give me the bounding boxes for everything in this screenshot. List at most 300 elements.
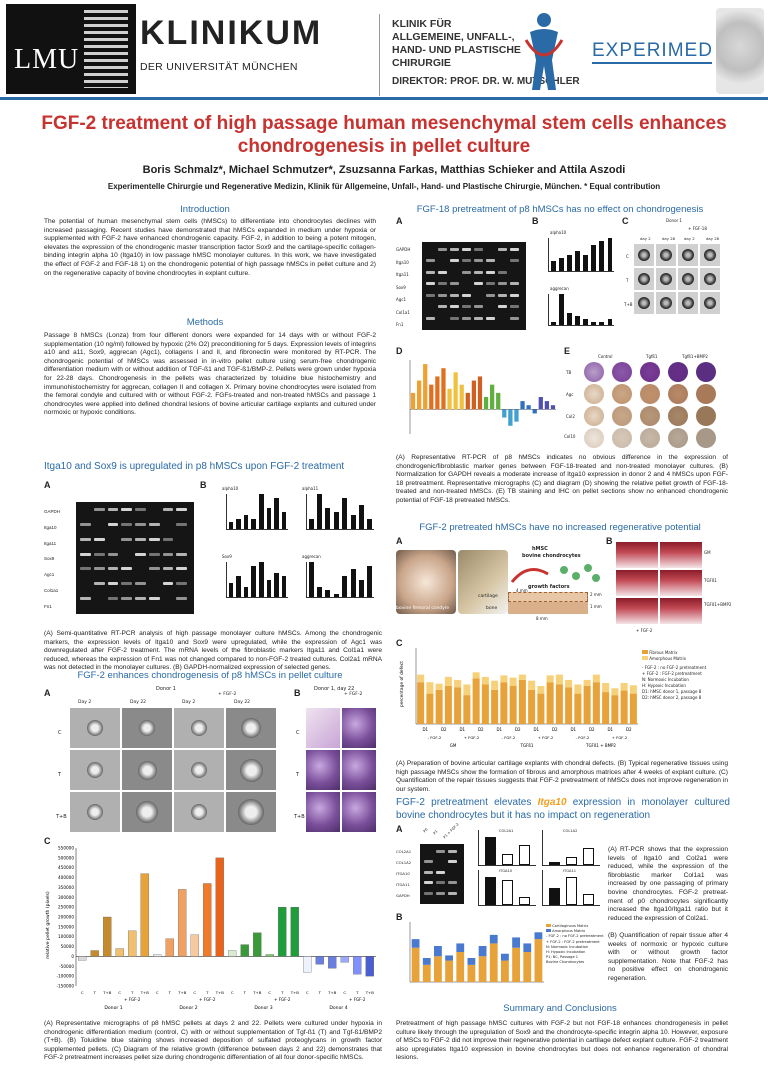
cartilaginous-bar bbox=[523, 952, 531, 982]
amorphous-bar bbox=[528, 681, 535, 690]
gel-band bbox=[448, 860, 457, 863]
gel-band bbox=[486, 271, 495, 274]
heading-part: FGF-2 pretreatment elevates bbox=[396, 797, 532, 808]
bar bbox=[334, 594, 339, 598]
bar bbox=[502, 880, 513, 905]
bar bbox=[236, 519, 241, 530]
gel-band bbox=[135, 582, 146, 585]
fgf18-growth-bar bbox=[526, 405, 530, 409]
fibrous-bar bbox=[584, 686, 591, 724]
gel-band bbox=[80, 553, 91, 556]
heading-part: expression in monolayer cultured bovine chondrocytes but it has no impact on regeneration bbox=[396, 797, 730, 821]
day-label: Day 22 bbox=[234, 700, 251, 705]
gel-band bbox=[176, 523, 187, 526]
bone-layer bbox=[508, 602, 588, 614]
row-label: Col10 bbox=[564, 434, 576, 439]
pellet bbox=[638, 273, 650, 285]
mm-label: 1 mm bbox=[590, 604, 602, 609]
pellet bbox=[638, 249, 650, 261]
pellet bbox=[136, 801, 158, 823]
bar bbox=[519, 897, 530, 905]
bar bbox=[267, 580, 272, 598]
fibrous-bar bbox=[482, 684, 489, 724]
intro-text: The potential of human mesenchymal stem cells (hMSCs) to differentiate into chondrocytes declines with increased passaging. Recent studies have demonstrated that hMSCs expanded in medium under hypoxia or supplemented with FGF-2 have enhanced chondrogenic capacity. FGF-2, in addition to being a potent mitogen, elevates the expression of the chondrogenic master transcription factor Sox9 and the cartilage-specific collagen-binding integrin alpha 10 (Itga10) in low passage hMSC monolayer cultures. In this work, we have investigated the effect of FGF-2 and FGF-18 1) on the chondrogenic potential of high passage hMSCs in pellet culture and 2) on the regenerative capacity of bovine chondrocytes in explant culture. bbox=[44, 218, 376, 277]
gel-band bbox=[474, 248, 483, 251]
gel-band bbox=[121, 567, 132, 570]
x-tick-label: T+B bbox=[215, 990, 224, 995]
legend-note: + FGF-2 : FGF-2 pretreatment bbox=[642, 671, 702, 676]
pellet-growth-bar bbox=[353, 956, 361, 974]
pellet-growth-bar bbox=[78, 956, 86, 960]
methods-heading: Methods bbox=[186, 317, 224, 328]
pellet bbox=[191, 804, 207, 820]
fibrous-bar bbox=[611, 695, 618, 724]
gel-band bbox=[135, 553, 146, 556]
affiliation: Experimentelle Chirurgie und Regenerative Medizin, Klinik für Allgemeine, Unfall-, Hand- und Plastische Chirurgie, München. * Equal contribution bbox=[107, 182, 661, 191]
chart-title: aggrecan bbox=[550, 286, 569, 291]
gel-band bbox=[80, 523, 91, 526]
fgf18-growth-bar bbox=[539, 397, 543, 409]
gel-band bbox=[486, 317, 495, 320]
amorphous-bar bbox=[593, 675, 600, 683]
bar bbox=[229, 522, 234, 529]
bar bbox=[309, 519, 314, 530]
gene-label: Fn1 bbox=[396, 322, 404, 327]
pellet-growth-bar bbox=[266, 954, 274, 956]
bar bbox=[551, 261, 556, 271]
pellet bbox=[139, 720, 155, 736]
fgf18-growth-bar bbox=[496, 393, 500, 409]
gel-band bbox=[426, 282, 435, 285]
authors: Boris Schmalz*, Michael Schmutzer*, Zsuzsanna Farkas, Matthias Schieker and Attila Aszodi bbox=[142, 164, 626, 176]
amorphous-bar bbox=[491, 681, 498, 690]
x-tick-label: T bbox=[206, 990, 209, 995]
amorphous-bar bbox=[537, 686, 544, 694]
gene-label: Itga10 bbox=[44, 524, 57, 530]
gel-band bbox=[448, 892, 457, 895]
x-tick-label: T+B bbox=[365, 990, 374, 995]
gel-band bbox=[462, 271, 471, 274]
bar bbox=[244, 515, 249, 529]
fibrous-bar bbox=[519, 680, 526, 724]
cartilage-explant-photo bbox=[396, 550, 456, 614]
legend-label: Fibrous Matrix bbox=[649, 650, 678, 655]
cartilaginous-bar bbox=[412, 948, 420, 982]
cartilaginous-bar bbox=[535, 939, 543, 982]
gel-band bbox=[474, 271, 483, 274]
fibrous-bar bbox=[510, 686, 517, 724]
gene-label: Col1a1 bbox=[44, 587, 59, 593]
cartilaginous-bar bbox=[423, 965, 431, 982]
x-tick-label: D1 bbox=[533, 727, 540, 732]
fibrous-bar bbox=[426, 694, 433, 724]
bar bbox=[334, 512, 339, 530]
chondrocyte-label: bovine chondrocytes bbox=[522, 553, 581, 559]
ihc-section bbox=[696, 384, 716, 404]
bar bbox=[485, 837, 496, 865]
day-label: day 2 bbox=[684, 236, 695, 241]
donor-label: Donor 1 bbox=[666, 218, 682, 223]
gel-band bbox=[450, 259, 459, 262]
gel-band bbox=[108, 582, 119, 585]
gel-band bbox=[108, 553, 119, 556]
fgf18-growth-bar bbox=[551, 405, 555, 409]
x-tick-label: T bbox=[131, 990, 134, 995]
gel-band bbox=[498, 305, 507, 308]
bar bbox=[317, 494, 322, 529]
fgf18-growth-bar bbox=[411, 393, 415, 409]
fgf18-growth-bar bbox=[423, 364, 427, 409]
fgf18-growth-bar bbox=[472, 381, 476, 410]
hmsc-label: hMSC bbox=[532, 546, 548, 552]
gel-band bbox=[149, 597, 160, 600]
bar bbox=[342, 498, 347, 530]
fgf18-growth-bar bbox=[490, 385, 494, 410]
gel-band bbox=[426, 294, 435, 297]
pellet-growth-bar bbox=[366, 956, 374, 976]
cartilage-label: cartilage bbox=[478, 594, 498, 599]
amorphous-bar bbox=[535, 932, 543, 939]
donor-group-label: Donor 4 bbox=[329, 1006, 348, 1011]
lane-label: P0 bbox=[422, 827, 429, 834]
y-tick-label: 50000 bbox=[60, 944, 74, 950]
repair-tissue-section bbox=[616, 570, 658, 596]
gel-band bbox=[121, 523, 132, 526]
amorphous-bar bbox=[500, 675, 507, 682]
pellet bbox=[682, 249, 694, 261]
gel-band bbox=[163, 553, 174, 556]
bar bbox=[559, 294, 564, 325]
pellet-growth-bar bbox=[166, 939, 174, 957]
x-tick-label: T bbox=[243, 990, 246, 995]
gel-band bbox=[450, 294, 459, 297]
gene-label: ITGA11 bbox=[396, 882, 410, 887]
fibrous-bar bbox=[417, 682, 424, 724]
x-tick-label: D2 bbox=[625, 727, 632, 732]
fgf18-growth-bar bbox=[435, 376, 439, 409]
gel-band bbox=[462, 305, 471, 308]
pellet-growth-bar bbox=[228, 951, 236, 957]
ihc-section bbox=[696, 428, 716, 448]
gel-band bbox=[163, 567, 174, 570]
bar bbox=[567, 313, 572, 325]
pellet-growth-bar bbox=[116, 949, 124, 957]
pellet-growth-bar bbox=[191, 935, 199, 957]
x-tick-label: T+B bbox=[178, 990, 187, 995]
amorphous-bar bbox=[512, 937, 520, 947]
fibrous-bar bbox=[593, 682, 600, 724]
row-label: T+B bbox=[294, 814, 305, 820]
fgf18-label: + FGF-18 bbox=[688, 226, 707, 231]
x-tick-label: C bbox=[305, 990, 309, 995]
gel-band bbox=[436, 850, 445, 853]
pellet-growth-bar bbox=[303, 956, 311, 972]
bar bbox=[583, 894, 594, 905]
ihc-section bbox=[668, 428, 688, 448]
expression-chart bbox=[478, 830, 536, 866]
x-tick-label: D1 bbox=[422, 727, 429, 732]
amorphous-bar bbox=[611, 688, 618, 695]
gene-label: Sox9 bbox=[396, 284, 406, 290]
fgf18-heading: FGF-18 pretreatment of p8 hMSCs has no effect on chondrogenesis bbox=[416, 204, 704, 215]
y-tick-label: -50000 bbox=[59, 963, 74, 969]
amorphous-bar bbox=[445, 677, 452, 686]
amorphous-bar bbox=[501, 954, 509, 961]
amorphous-bar bbox=[417, 675, 424, 683]
bar bbox=[599, 241, 604, 271]
amorphous-bar bbox=[479, 946, 487, 956]
y-tick-label: 500000 bbox=[58, 855, 74, 861]
gel-band bbox=[462, 317, 471, 320]
bar bbox=[229, 583, 234, 597]
panel-label: A bbox=[396, 216, 403, 226]
gene-label: Fn1 bbox=[44, 603, 52, 609]
pellet-growth-bar bbox=[328, 956, 336, 968]
gel-band bbox=[474, 282, 483, 285]
legend-note: D2: hMSC donor 2, passage 8 bbox=[642, 695, 702, 700]
pellet-growth-bar bbox=[141, 874, 149, 957]
panel-label: B bbox=[606, 536, 613, 546]
chart-title: ITGA10 bbox=[499, 869, 513, 873]
fgf-group-label: + FGF-2 bbox=[274, 997, 291, 1002]
gene-label: GAPDH bbox=[44, 509, 61, 514]
fibrous-bar bbox=[500, 682, 507, 724]
cartilaginous-bar bbox=[434, 956, 442, 982]
row-label: C bbox=[58, 730, 62, 736]
x-tick-label: C bbox=[193, 990, 197, 995]
row-label: T bbox=[58, 772, 62, 778]
donor-label: Donor 1 bbox=[156, 686, 176, 692]
x-tick-label: D2 bbox=[440, 727, 447, 732]
fgf-group-label: + FGF-2 bbox=[611, 735, 628, 740]
x-tick-label: D1 bbox=[607, 727, 614, 732]
ihc-section bbox=[668, 384, 688, 404]
pellet-growth-bar bbox=[153, 954, 161, 956]
gel-band bbox=[135, 523, 146, 526]
col-label: Tgfß1+BMP2 bbox=[682, 354, 708, 359]
bar bbox=[251, 566, 256, 598]
ihc-section bbox=[584, 428, 604, 448]
pellet bbox=[238, 799, 264, 825]
y-tick-label: -150000 bbox=[56, 983, 74, 989]
chart-title: ITGA11 bbox=[563, 869, 577, 873]
human-figure-icon bbox=[522, 10, 566, 92]
alpha11-chart bbox=[300, 486, 376, 538]
gel-band bbox=[424, 881, 433, 884]
row-label: TGFß1+BMP2 bbox=[704, 602, 732, 607]
panel-label: E bbox=[564, 346, 571, 356]
bar bbox=[309, 562, 314, 597]
fibrous-bar bbox=[473, 678, 480, 724]
condyle-label: bovine femoral condyle bbox=[396, 606, 449, 611]
gel-band bbox=[438, 282, 447, 285]
gel-band bbox=[94, 553, 105, 556]
y-tick-label: -100000 bbox=[56, 973, 74, 979]
y-tick-label: 550000 bbox=[58, 845, 74, 851]
chart-title: COL1A2 bbox=[563, 829, 578, 833]
bar bbox=[282, 512, 287, 530]
amorphous-bar bbox=[482, 677, 489, 685]
x-tick-label: C bbox=[155, 990, 159, 995]
fgf-group-label: - FGF-2 bbox=[501, 735, 516, 740]
legend-amorphous bbox=[642, 656, 728, 662]
gel-band bbox=[436, 892, 445, 895]
aggrecan-chart bbox=[300, 554, 376, 606]
panel-label: B bbox=[396, 912, 403, 922]
ihc-section bbox=[612, 362, 632, 382]
gel-band bbox=[450, 305, 459, 308]
gel-band bbox=[510, 317, 519, 320]
col-label: Control bbox=[598, 354, 613, 359]
amorphous-bar bbox=[510, 678, 517, 686]
gel-band bbox=[94, 538, 105, 541]
x-tick-label: T bbox=[93, 990, 96, 995]
gel-band bbox=[424, 860, 433, 863]
fgf-group-label: - FGF-2 bbox=[575, 735, 590, 740]
amorphous-bar bbox=[463, 684, 470, 695]
bar bbox=[259, 494, 264, 529]
pellet bbox=[682, 297, 694, 309]
gel-band bbox=[498, 294, 507, 297]
bar bbox=[351, 569, 356, 597]
chart-title: aggrecan bbox=[302, 554, 321, 559]
amorphous-bar bbox=[523, 943, 531, 952]
aggrecan-bars bbox=[548, 294, 614, 326]
y-tick-label: 150000 bbox=[58, 924, 74, 930]
gel-band bbox=[438, 294, 447, 297]
row-label: TGFß1 bbox=[704, 578, 717, 583]
y-tick-label: 350000 bbox=[58, 884, 74, 890]
bar bbox=[274, 498, 279, 530]
mm-label: 8 mm bbox=[536, 616, 548, 621]
row-label: C bbox=[626, 254, 629, 259]
amorphous-bar bbox=[426, 682, 433, 693]
x-tick-label: T bbox=[281, 990, 284, 995]
expression-chart bbox=[542, 870, 600, 906]
fgf-group-label: - FGF-2 bbox=[427, 735, 442, 740]
rt-pcr-gel bbox=[422, 242, 526, 330]
repair-tissue-section bbox=[660, 542, 702, 568]
bone-label: bone bbox=[486, 606, 498, 611]
legend-note: P1: BC, Passage 1 bbox=[546, 955, 579, 960]
bar bbox=[608, 319, 613, 325]
panel-label: D bbox=[396, 346, 403, 356]
amorphous-swatch bbox=[642, 656, 648, 660]
gel-band bbox=[121, 597, 132, 600]
gel-band bbox=[474, 305, 483, 308]
cartilaginous-bar bbox=[456, 952, 464, 982]
klinikum-subtitle: DER UNIVERSITÄT MÜNCHEN bbox=[140, 61, 298, 73]
gel-band bbox=[462, 248, 471, 251]
gel-band bbox=[163, 508, 174, 511]
fibrous-bar bbox=[436, 690, 443, 724]
chart-title: alpha11 bbox=[302, 486, 319, 491]
y-tick-label: 250000 bbox=[58, 904, 74, 910]
pellet bbox=[660, 249, 672, 261]
ihc-section bbox=[612, 384, 632, 404]
panel-label: C bbox=[44, 836, 51, 846]
cartilaginous-bar bbox=[490, 943, 498, 982]
gel-band bbox=[450, 282, 459, 285]
fgf18-growth-bar bbox=[478, 376, 482, 409]
ihc-section bbox=[584, 384, 604, 404]
toluidine-blue-section bbox=[306, 750, 340, 790]
toluidine-blue-section bbox=[342, 708, 376, 748]
bar bbox=[519, 845, 530, 865]
pellet bbox=[660, 297, 672, 309]
amorphous-bar bbox=[584, 680, 591, 686]
heading-gene: Itga10 bbox=[537, 797, 567, 808]
rt-pcr-gel bbox=[76, 502, 194, 614]
y-tick-label: 300000 bbox=[58, 894, 74, 900]
gel-band bbox=[80, 597, 91, 600]
gel-band bbox=[176, 553, 187, 556]
pellet bbox=[191, 720, 207, 736]
x-tick-label: D2 bbox=[588, 727, 595, 732]
amorphous-bar bbox=[473, 672, 480, 678]
mm-label: 4 mm bbox=[516, 588, 528, 593]
pellet bbox=[638, 297, 650, 309]
fgf-group-label: + FGF-2 bbox=[124, 997, 141, 1002]
bar bbox=[282, 576, 287, 597]
bar bbox=[583, 848, 594, 865]
repair-tissue-section bbox=[616, 598, 658, 624]
repair-tissue-chart bbox=[398, 644, 638, 752]
medium-group-label: GM bbox=[449, 743, 457, 748]
regen-heading: FGF-2 pretreated hMSCs have no increased regenerative potential bbox=[419, 522, 701, 533]
fgf18-growth-bar bbox=[520, 401, 524, 409]
lmu-logo-text: LMU bbox=[14, 44, 80, 75]
bar bbox=[259, 562, 264, 597]
pellet-growth-bar bbox=[241, 945, 249, 957]
fgf18-growth-bar bbox=[508, 409, 512, 425]
gel-band bbox=[486, 294, 495, 297]
amorphous-bar bbox=[456, 943, 464, 952]
legend-note: Bovine Chondrocytes bbox=[546, 960, 585, 965]
bar bbox=[274, 573, 279, 598]
fgf18-figure bbox=[396, 216, 728, 452]
gel-band bbox=[121, 582, 132, 585]
fgf18-growth-bar bbox=[453, 372, 457, 409]
gene-label: Itga11 bbox=[44, 540, 57, 546]
toluidine-blue-section bbox=[342, 792, 376, 832]
pellet-growth-bar bbox=[291, 907, 299, 956]
fibrous-bar bbox=[491, 690, 498, 724]
fibrous-bar bbox=[556, 684, 563, 724]
donor-group-label: Donor 1 bbox=[104, 1006, 123, 1011]
panel-label: A bbox=[44, 480, 51, 490]
x-tick-label: T+B bbox=[103, 990, 112, 995]
fgf18-growth-bar bbox=[447, 389, 451, 410]
ihc-section bbox=[696, 406, 716, 426]
alpha10-bars bbox=[548, 238, 614, 272]
pellet-figure bbox=[44, 686, 380, 1016]
pellet bbox=[87, 720, 103, 736]
gel-band bbox=[486, 282, 495, 285]
donor-group-label: Donor 2 bbox=[179, 1006, 198, 1011]
expression-chart bbox=[542, 830, 600, 866]
row-label: C bbox=[296, 730, 300, 736]
gel-band bbox=[108, 597, 119, 600]
pellet-growth-bar bbox=[178, 889, 186, 956]
day-label: day 28 bbox=[662, 236, 676, 241]
klinikum-title: KLINIKUM bbox=[140, 14, 323, 52]
itga-caption: (A) Semi-quantitative RT-PCR analysis of high passage monolayer culture hMSCs. Among the chondrogenic markers, the expression levels of Itga10 and Sox9 were upregulated, while the expression of Agc1 was downregulated after FGF-2 treatment. The mRNA levels of the fibroblastic markers Itga11 and Col1a1 were reduced, whereas the expression of Fn1 was not changed compared to non-FGF-2 treated cultures. Col2a1 mRNA was not detected in the monolayer cultures. (B) GAPDH-normalized expression of selected genes. bbox=[44, 630, 382, 672]
gel-band bbox=[474, 259, 483, 262]
gel-band bbox=[121, 538, 132, 541]
experimed-logo: EXPERIMED bbox=[592, 40, 713, 61]
row-label: Col2 bbox=[566, 414, 575, 419]
